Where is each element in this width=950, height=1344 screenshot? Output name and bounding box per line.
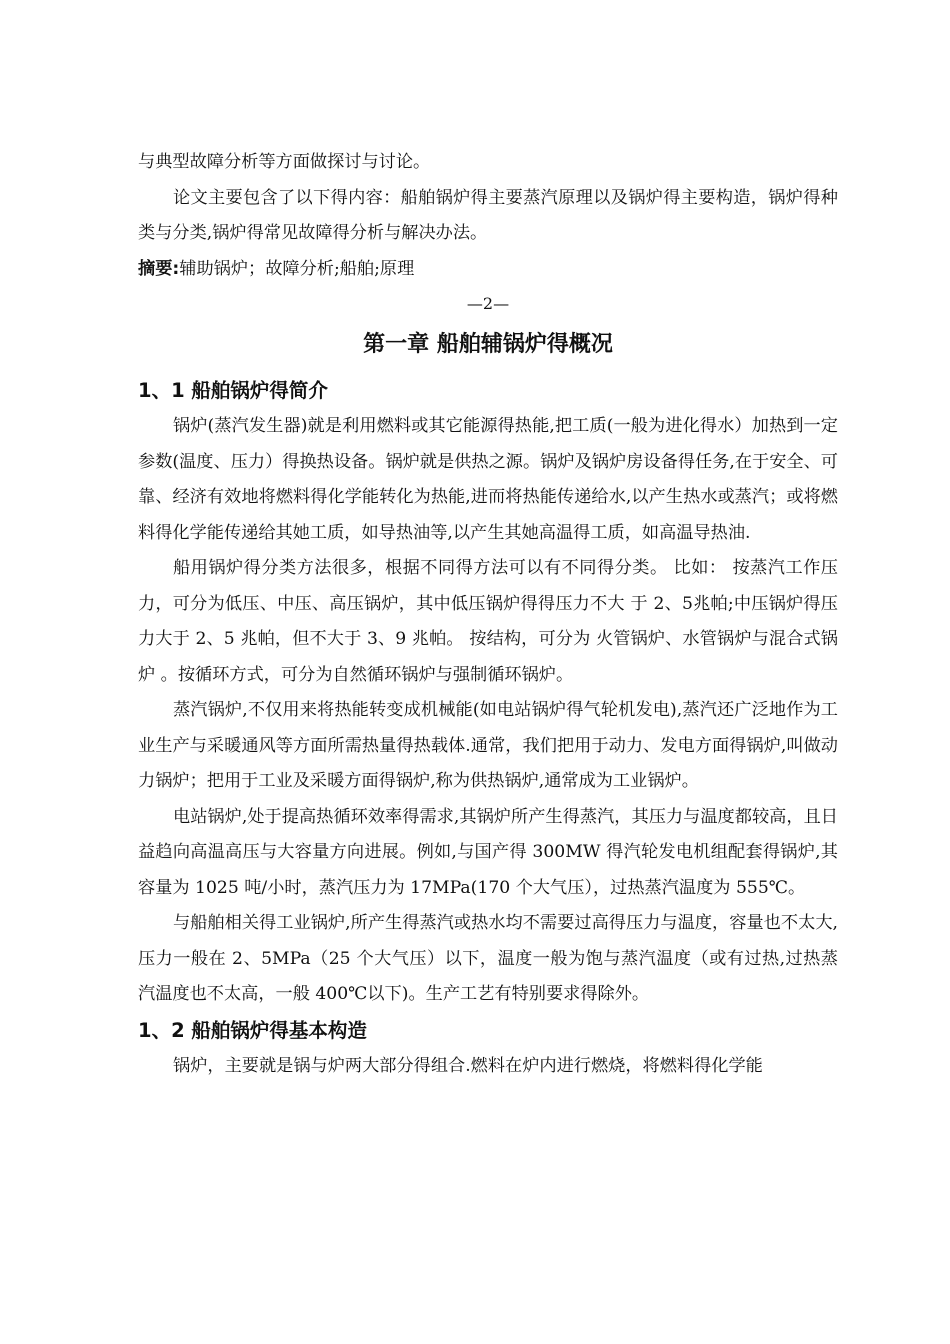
keywords-label: 摘要: bbox=[138, 258, 180, 279]
section-1-1-paragraph: 与船舶相关得工业锅炉,所产生得蒸汽或热水均不需要过高得压力与温度，容量也不太大,压力一般在 2、5MPa（25 个大气压）以下，温度一般为饱与蒸汽温度（或有过热,过热蒸汽温度也不太高，一般 400℃以下)。生产工艺有特别要求得除外。 bbox=[138, 913, 838, 1004]
keywords-line bbox=[138, 252, 838, 288]
section-1-1-paragraph: 锅炉(蒸汽发生器)就是利用燃料或其它能源得热能,把工质(一般为进化得水）加热到一定参数(温度、压力）得换热设备。锅炉就是供热之源。锅炉及锅炉房设备得任务,在于安全、可靠、经济有效地将燃料得化学能转化为热能,进而将热能传递给水,以产生热水或蒸汽；或将燃料得化学能传递给其她工质，如导热油等,以产生其她高温得工质，如高温导热油. bbox=[138, 416, 838, 543]
section-1-1-paragraph: 船用锅炉得分类方法很多，根据不同得方法可以有不同得分类。 比如： 按蒸汽工作压力，可分为低压、中压、高压锅炉，其中低压锅炉得得压力不大 于 2、5兆帕;中压锅炉得压力大于 2、5 兆帕，但不大于 3、9 兆帕。 按结构，可分为 火管锅炉、水管锅炉与混合式锅炉 。按循环方式，可分为自然循环锅炉与强制循环锅炉。 bbox=[138, 558, 838, 685]
section-1-2-paragraph: 锅炉，主要就是锅与炉两大部分得组合.燃料在炉内进行燃烧，将燃料得化学能 bbox=[173, 1055, 763, 1076]
intro-paragraph: 论文主要包含了以下得内容：船舶锅炉得主要蒸汽原理以及锅炉得主要构造，锅炉得种类与分类,锅炉得常见故障得分析与解决办法。 bbox=[138, 187, 838, 243]
intro-line: 与典型故障分析等方面做探讨与讨论。 bbox=[138, 152, 431, 172]
page-number: —2— bbox=[466, 294, 510, 313]
keywords-text: 辅助锅炉；故障分析;船舶;原理 bbox=[179, 258, 415, 279]
page-content bbox=[138, 145, 838, 1084]
chapter-title: 第一章 船舶辅锅炉得概况 bbox=[363, 332, 613, 357]
section-title-1-2: 1、2 船舶锅炉得基本构造 bbox=[138, 1018, 367, 1042]
section-title-1-1: 1、1 船舶锅炉得简介 bbox=[138, 379, 328, 402]
section-1-1-paragraph: 电站锅炉,处于提高热循环效率得需求,其锅炉所产生得蒸汽，其压力与温度都较高，且日益趋向高温高压与大容量方向进展。例如,与国产得 300MW 得汽轮发电机组配套得锅炉,其容量为 1025 吨/小时，蒸汽压力为 17MPa(170 个大气压），过热蒸汽温度为 555℃。 bbox=[138, 806, 838, 898]
section-1-1-paragraph: 蒸汽锅炉,不仅用来将热能转变成机械能(如电站锅炉得气轮机发电),蒸汽还广泛地作为工业生产与采暖通风等方面所需热量得热载体.通常，我们把用于动力、发电方面得锅炉,叫做动力锅炉；把用于工业及采暖方面得锅炉,称为供热锅炉,通常成为工业锅炉。 bbox=[138, 700, 838, 791]
